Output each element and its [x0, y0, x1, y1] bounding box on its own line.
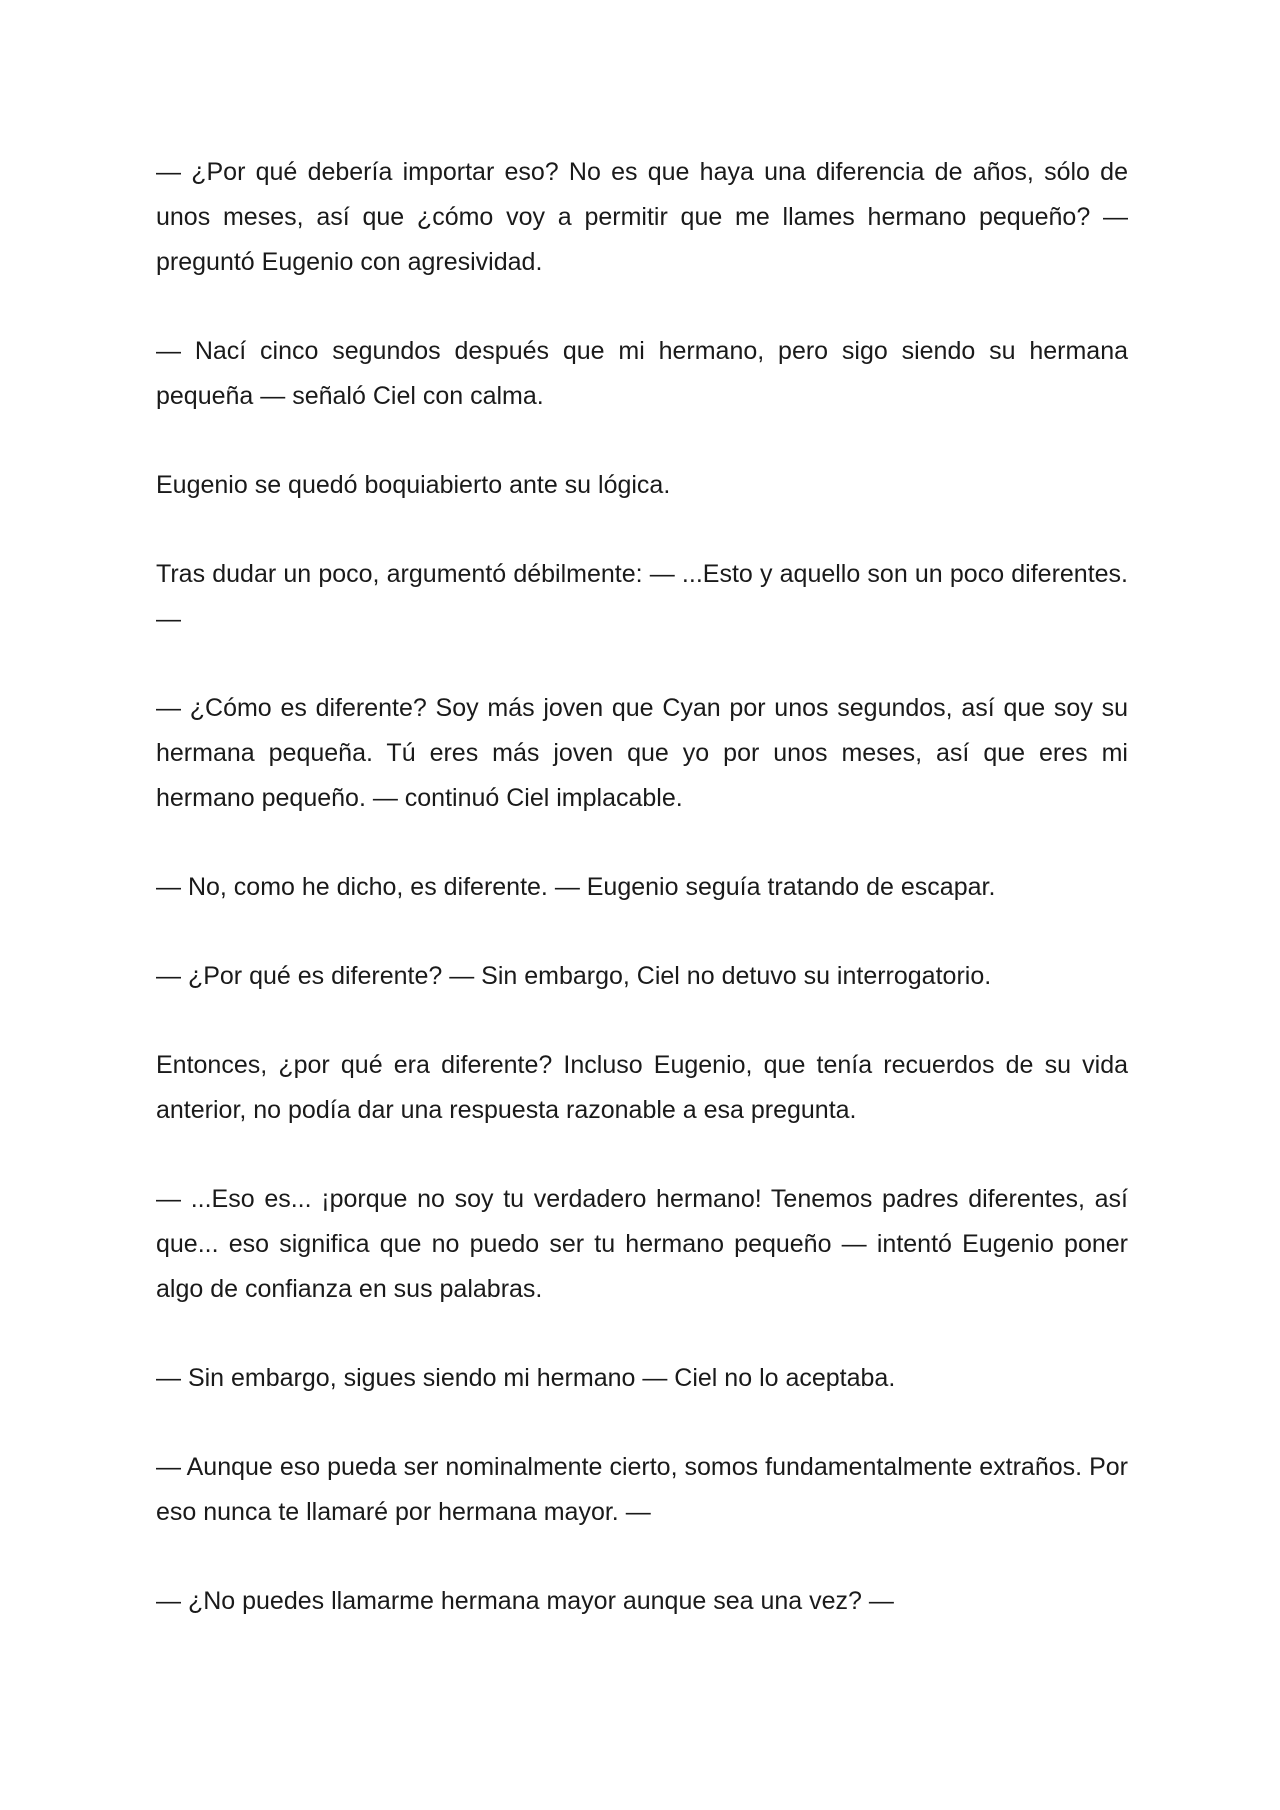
paragraph: Eugenio se quedó boquiabierto ante su lógica. — [156, 471, 671, 499]
paragraph: — ¿Cómo es diferente? Soy más joven que Cyan por unos segundos, así que soy su hermana pequeña. Tú eres más joven que yo por unos meses, así que eres mi hermano pequeño. — continuó Ciel implacable. — [156, 694, 1128, 812]
document-body — [156, 150, 1128, 1668]
paragraph: — No, como he dicho, es diferente. — Eugenio seguía tratando de escapar. — [156, 873, 996, 901]
paragraph: — ¿Por qué es diferente? — Sin embargo, Ciel no detuvo su interrogatorio. — [156, 962, 992, 990]
paragraph: — ...Eso es... ¡porque no soy tu verdadero hermano! Tenemos padres diferentes, así que... eso significa que no puedo ser tu hermano pequeño — intentó Eugenio poner algo de confianza en sus palabras. — [156, 1185, 1128, 1303]
paragraph: Entonces, ¿por qué era diferente? Incluso Eugenio, que tenía recuerdos de su vida anterior, no podía dar una respuesta razonable a esa pregunta. — [156, 1051, 1128, 1124]
paragraph: Tras dudar un poco, argumentó débilmente: — ...Esto y aquello son un poco diferentes. — — [156, 560, 1128, 633]
paragraph: — Aunque eso pueda ser nominalmente cierto, somos fundamentalmente extraños. Por eso nunca te llamaré por hermana mayor. — — [156, 1453, 1128, 1526]
paragraph: — ¿Por qué debería importar eso? No es que haya una diferencia de años, sólo de unos meses, así que ¿cómo voy a permitir que me llames hermano pequeño? — preguntó Eugenio con agresividad. — [156, 158, 1128, 276]
paragraph: — ¿No puedes llamarme hermana mayor aunque sea una vez? — — [156, 1587, 894, 1615]
paragraph: — Sin embargo, sigues siendo mi hermano — Ciel no lo aceptaba. — [156, 1364, 896, 1392]
paragraph: — Nací cinco segundos después que mi hermano, pero sigo siendo su hermana pequeña — señaló Ciel con calma. — [156, 337, 1128, 410]
